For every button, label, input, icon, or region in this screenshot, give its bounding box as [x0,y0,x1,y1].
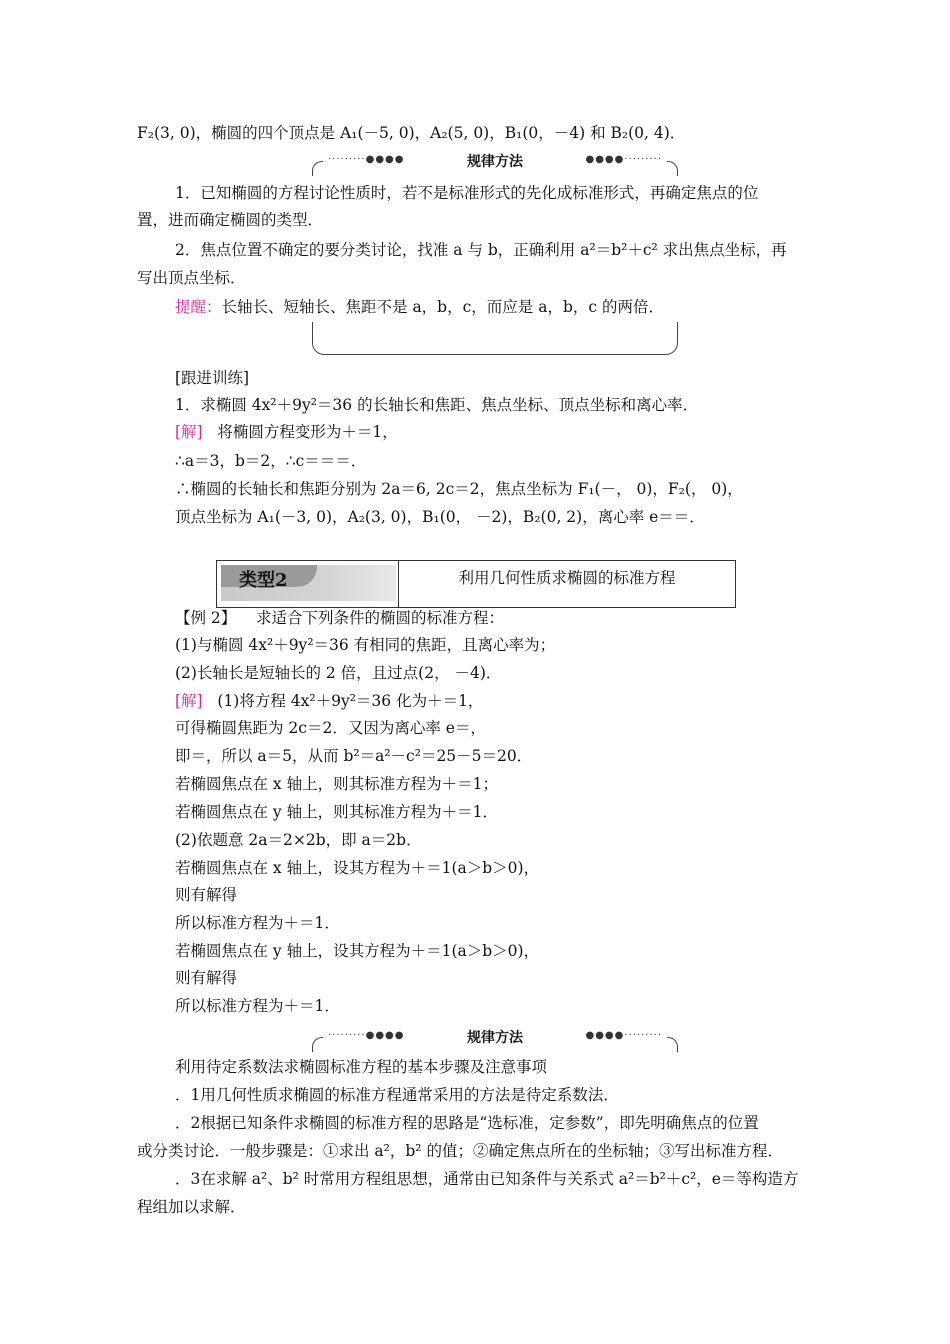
type-badge [221,565,396,601]
type-header-box [216,560,736,608]
type-badge-label: 类型2 [239,570,288,591]
solution-line: 若椭圆焦点在 y 轴上，设其方程为＋＝1(a＞b＞0)， [175,942,540,960]
method-text: ．2根据已知条件求椭圆的标准方程的思路是“选标准，定参数”，即先明确焦点的位置 [175,1114,759,1132]
dot-ornament-left: ·········●●●● [328,1030,405,1041]
solution-line: 可得椭圆焦距为 2c＝2．又因为离心率 e＝， [175,719,486,737]
method-text: 利用待定系数法求椭圆标准方程的基本步骤及注意事项 [175,1058,548,1076]
solution-line: (2)依题意 2a＝2×2b，即 a＝2b． [175,831,422,849]
method-text: 2．焦点位置不确定的要分类讨论，找准 a 与 b，正确利用 a²＝b²＋c² 求出焦点坐标，再 [175,241,787,259]
method-text: ．3在求解 a²、b² 时常用方程组思想，通常由已知条件与关系式 a²＝b²＋c²，e＝等构造方 [175,1170,799,1188]
tip-text: 长轴长、短轴长、焦距不是 a，b，c，而应是 a，b，c 的两倍． [221,298,664,316]
method-text: 1．已知椭圆的方程讨论性质时，若不是标准形式的先化成标准形式，再确定焦点的位 [175,184,759,202]
method-banner [312,1027,678,1049]
practice-question: 1．求椭圆 4x²＋9y²＝36 的长轴长和焦距、焦点坐标、顶点坐标和离心率． [175,396,699,414]
example-label: 【例 2】 [175,609,237,627]
dot-ornament-left: ·········●●●● [328,154,405,165]
method-text: 程组加以求解． [137,1198,246,1216]
example-item: (1)与椭圆 4x²＋9y²＝36 有相同的焦距，且离心率为； [175,636,556,654]
method-banner [312,151,678,173]
solution-label: [解] [175,692,203,710]
text-line: F₂(3, 0)，椭圆的四个顶点是 A₁(－5, 0)，A₂(5, 0)，B₁(0，－4) 和 B₂(0, 4)． [137,124,686,142]
method-text: 置，进而确定椭圆的类型． [137,211,324,229]
method-label: 规律方法 [463,1027,527,1047]
solution-line: [解] (1)将方程 4x²＋9y²＝36 化为＋＝1， [175,692,484,710]
method-text: ．1用几何性质求椭圆的标准方程通常采用的方法是待定系数法． [175,1086,619,1104]
dot-ornament-right: ●●●●········· [585,1030,662,1041]
solution-line: 则有解得 [175,969,238,987]
solution-line: ∴椭圆的长轴长和焦距分别为 2a＝6, 2c＝2，焦点坐标为 F₁(－， 0)，F₂(， 0)， [175,480,743,498]
solution-line: [解] 将椭圆方程变形为＋＝1， [175,423,398,441]
tip-line [175,295,664,319]
type-title: 利用几何性质求椭圆的标准方程 [458,569,676,587]
example-heading [175,606,504,630]
solution-line: 顶点坐标为 A₁(－3, 0)，A₂(3, 0)，B₁(0， －2)，B₂(0, 2)，离心率 e＝＝． [175,508,705,526]
example-intro: 求适合下列条件的椭圆的标准方程： [256,609,505,627]
solution-line: 若椭圆焦点在 x 轴上，设其方程为＋＝1(a＞b＞0)， [175,859,540,877]
method-text: 或分类讨论．一般步骤是：①求出 a²，b² 的值；②确定焦点所在的坐标轴；③写出标准方程． [137,1142,783,1160]
solution-line: 若椭圆焦点在 x 轴上，则其标准方程为＋＝1； [175,775,498,793]
solution-line: 所以标准方程为＋＝1． [175,914,340,932]
practice-heading: [跟进训练] [175,369,250,387]
solution-line: 所以标准方程为＋＝1． [175,997,340,1015]
example-item: (2)长轴长是短轴长的 2 倍，且过点(2， －4)． [175,664,502,682]
dot-ornament-right: ●●●●········· [585,154,662,165]
solution-line: 则有解得 [175,886,238,904]
method-label: 规律方法 [463,151,527,171]
tip-label: 提醒： [175,298,222,316]
solution-line: 即＝，所以 a＝5，从而 b²＝a²－c²＝25－5＝20． [175,747,533,765]
method-box-bottom [312,322,678,355]
solution-label: [解] [175,423,203,441]
method-text: 写出顶点坐标． [137,269,246,287]
solution-line: ∴a＝3，b＝2，∴c＝＝＝． [175,452,367,470]
solution-line: 若椭圆焦点在 y 轴上，则其标准方程为＋＝1． [175,803,498,821]
